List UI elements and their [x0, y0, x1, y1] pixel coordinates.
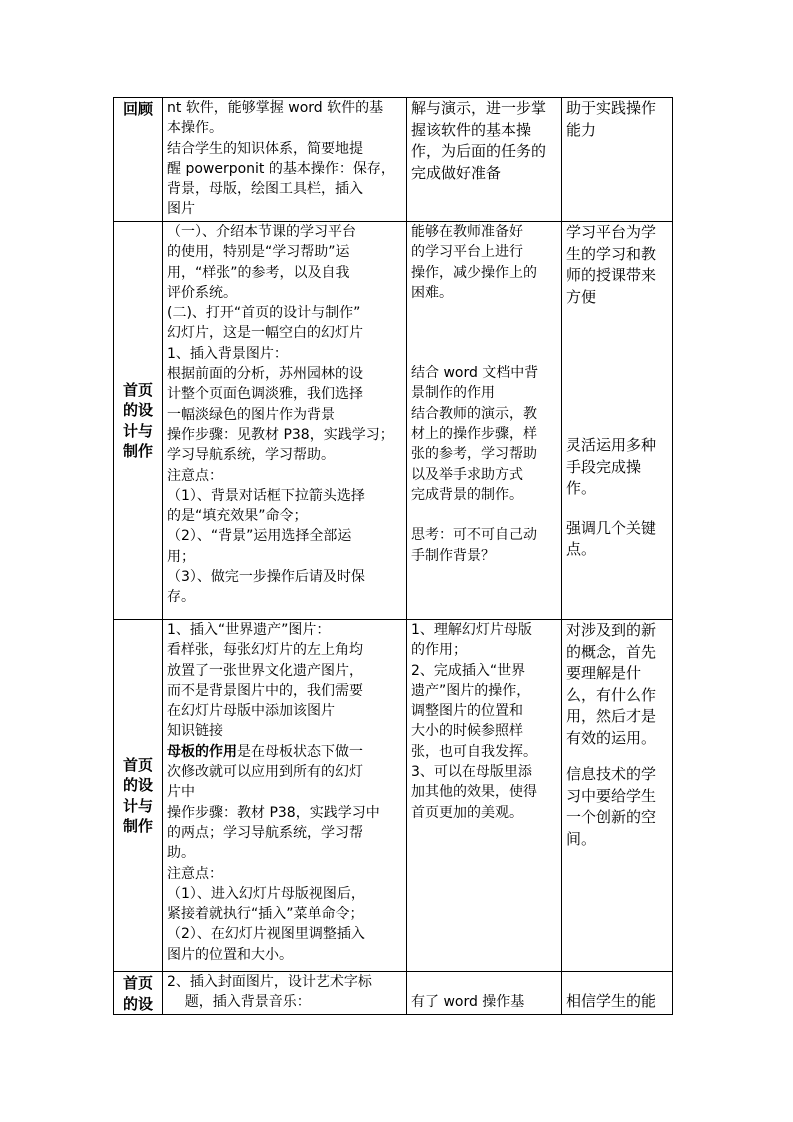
activity-cell: [163, 620, 407, 972]
intent-cell: [562, 620, 673, 972]
row-heading-cell: [114, 972, 163, 1015]
text-line: 方便: [566, 287, 597, 306]
text-line: 片中: [167, 784, 195, 801]
text-line: 知识链接: [167, 723, 223, 740]
text-line: 加其他的效果，使得: [411, 784, 537, 801]
text-line: 握该软件的基本操: [411, 120, 532, 139]
text-line: 2、完成插入“世界: [411, 662, 526, 679]
row-heading: 回顾: [122, 100, 153, 118]
text-line: 1、插入“世界遗产”图片：: [167, 622, 331, 638]
text-line: (二)、打开“首页的设计与制作”: [167, 305, 361, 322]
text-line: 一幅淡绿色的图片作为背景: [167, 406, 335, 423]
text-line: 学习导航系统，学习帮助。: [167, 447, 335, 464]
text-line: 助。: [167, 845, 195, 862]
student-cell: [407, 98, 562, 222]
bold-term: 母板的作用: [167, 743, 237, 760]
text-fragment: 是在母板状态下做一: [237, 743, 363, 760]
text-line: （1）、进入幻灯片母版视图后，: [167, 885, 365, 902]
text-line: 解与演示，进一步掌: [411, 99, 547, 117]
text-line: 计整个页面色调淡雅，我们选择: [167, 386, 363, 403]
intent-cell: [562, 222, 673, 620]
text-line: 次修改就可以应用到所有的幻灯: [167, 764, 363, 781]
text-line: 景制作的作用: [411, 385, 495, 402]
text-line: 操作步骤：教材 P38，实践学习中: [167, 804, 380, 821]
text-line: 用，然后才是: [566, 707, 657, 725]
text-line: （3）、做完一步操作后请及时保: [167, 569, 365, 586]
activity-cell: [163, 972, 407, 1015]
text-line: 灵活运用多种: [566, 436, 657, 454]
text-line: 点。: [566, 540, 597, 558]
text-line: 困难。: [411, 284, 453, 301]
text-line: 张的参考，学习帮助: [411, 446, 537, 463]
text-line: 作，为后面的任务的: [411, 142, 547, 160]
text-line: 图片: [167, 201, 195, 218]
text-line: 能够在教师准备好: [411, 224, 523, 240]
text-line: 题，插入背景音乐：: [167, 994, 311, 1011]
text-line: 3、可以在母版里添: [411, 764, 532, 781]
activity-cell: [163, 222, 407, 620]
student-cell: [407, 972, 562, 1015]
text-line: [167, 742, 403, 762]
student-cell: [407, 222, 562, 620]
row-heading: 首页: [122, 755, 153, 774]
text-line: 调整图片的位置和: [411, 703, 523, 720]
text-line: 背景，母版，绘图工具栏，插入: [167, 181, 363, 198]
text-line: 图片的位置和大小。: [167, 946, 293, 963]
text-line: （一）、介绍本节课的学习平台: [167, 224, 356, 240]
text-line: 根据前面的分析，苏州园林的设: [167, 366, 363, 383]
text-line: 放置了一张世界文化遗产图片，: [167, 662, 363, 679]
text-line: 助于实践操作: [566, 99, 657, 117]
text-line: 用；: [167, 548, 195, 565]
table-row: [114, 620, 673, 972]
row-heading: 计与: [122, 796, 153, 815]
text-line: 评价系统。: [167, 284, 237, 301]
text-line: 而不是背景图片中的，我们需要: [167, 682, 363, 699]
text-line: 大小的时候参照样: [411, 723, 523, 740]
text-line: 的使用，特别是“学习帮助”运: [167, 244, 350, 261]
text-line: 看样张，每张幻灯片的左上角均: [167, 642, 363, 659]
text-line: 相信学生的能: [566, 992, 657, 1010]
text-line: 信息技术的学: [566, 765, 657, 783]
text-line: 以及举手求助方式: [411, 466, 523, 483]
text-line: （2）、在幻灯片视图里调整插入: [167, 926, 365, 943]
text-line: 完成背景的制作。: [411, 486, 523, 503]
text-line: 注意点：: [167, 467, 223, 484]
text-line: 的两点；学习导航系统，学习帮: [167, 824, 363, 841]
text-line: 强调几个关键: [566, 518, 657, 537]
text-line: 对涉及到的新: [566, 621, 657, 639]
text-line: （2）、“背景”运用选择全部运: [167, 528, 352, 545]
text-line: 结合学生的知识体系，简要地提: [167, 140, 363, 157]
row-heading-cell: [114, 98, 163, 222]
text-line: 幻灯片，这是一幅空白的幻灯片: [167, 325, 363, 342]
row-heading: 制作: [122, 817, 153, 835]
text-line: 在幻灯片母版中添加该图片: [167, 703, 335, 720]
text-line: 么，有什么作: [566, 685, 657, 704]
text-line: 完成做好准备: [411, 163, 502, 182]
text-line: 材上的操作步骤，样: [411, 426, 537, 443]
text-line: 结合 word 文档中背: [411, 365, 539, 382]
activity-cell: [163, 98, 407, 222]
row-heading-cell: [114, 620, 163, 972]
text-line: 作。: [566, 479, 597, 497]
text-line: 1、理解幻灯片母版: [411, 622, 532, 638]
text-line: 结合教师的演示，教: [411, 405, 537, 422]
text-line: 的是“填充效果”命令；: [167, 508, 308, 525]
text-line: 操作步骤：见教材 P38，实践学习；: [167, 426, 394, 443]
text-line: 能力: [566, 120, 597, 139]
text-line: 有了 word 操作基: [411, 994, 525, 1010]
text-line: 本操作。: [167, 120, 223, 137]
text-line: （1）、背景对话框下拉箭头选择: [167, 487, 365, 504]
intent-cell: [562, 98, 673, 222]
text-line: 习中要给学生: [566, 786, 657, 805]
table-row: [114, 222, 673, 620]
text-line: 注意点：: [167, 865, 223, 882]
text-line: 学习平台为学: [566, 223, 657, 241]
text-line: 张，也可自我发挥。: [411, 743, 537, 760]
text-line: 醒 powerponit 的基本操作：保存，: [167, 160, 395, 177]
text-line: 操作，减少操作上的: [411, 264, 537, 281]
text-line: 的学习平台上进行: [411, 244, 523, 261]
table-row: [114, 972, 673, 1015]
text-line: 间。: [566, 829, 597, 848]
text-line: 用，“样张”的参考，以及自我: [167, 264, 350, 281]
text-line: 2、插入封面图片，设计艺术字标: [167, 974, 372, 990]
lesson-plan-table: [113, 97, 673, 1015]
row-heading: 的设: [122, 776, 153, 794]
text-line: 师的授课带来: [566, 266, 657, 284]
text-line: 紧接着就执行“插入”菜单命令；: [167, 906, 364, 923]
row-heading: 首页: [122, 974, 153, 992]
text-line: 手段完成操: [566, 457, 642, 476]
text-line: 首页更加的美观。: [411, 804, 523, 821]
student-cell: [407, 620, 562, 972]
row-heading: 计与: [122, 421, 153, 440]
row-heading-cell: [114, 222, 163, 620]
text-line: 要理解是什: [566, 664, 642, 682]
text-line: 有效的运用。: [566, 728, 657, 747]
text-line: nt 软件，能够掌握 word 软件的基: [167, 100, 384, 116]
text-line: 的作用；: [411, 642, 467, 659]
intent-cell: [562, 972, 673, 1015]
text-line: 遗产”图片的操作，: [411, 682, 531, 699]
text-line: 1、插入背景图片：: [167, 345, 288, 362]
row-heading: 的设: [122, 401, 153, 419]
text-line: 思考：可不可自己动: [411, 527, 537, 544]
text-line: 一个创新的空: [566, 808, 657, 826]
text-line: 存。: [167, 589, 195, 606]
text-line: 的概念，首先: [566, 642, 657, 661]
row-heading: 的设: [122, 994, 153, 1013]
text-line: 生的学习和教: [566, 244, 657, 263]
table-row: [114, 98, 673, 222]
row-heading: 制作: [122, 442, 153, 460]
text-line: 手制作背景？: [411, 547, 495, 564]
row-heading: 首页: [122, 380, 153, 399]
